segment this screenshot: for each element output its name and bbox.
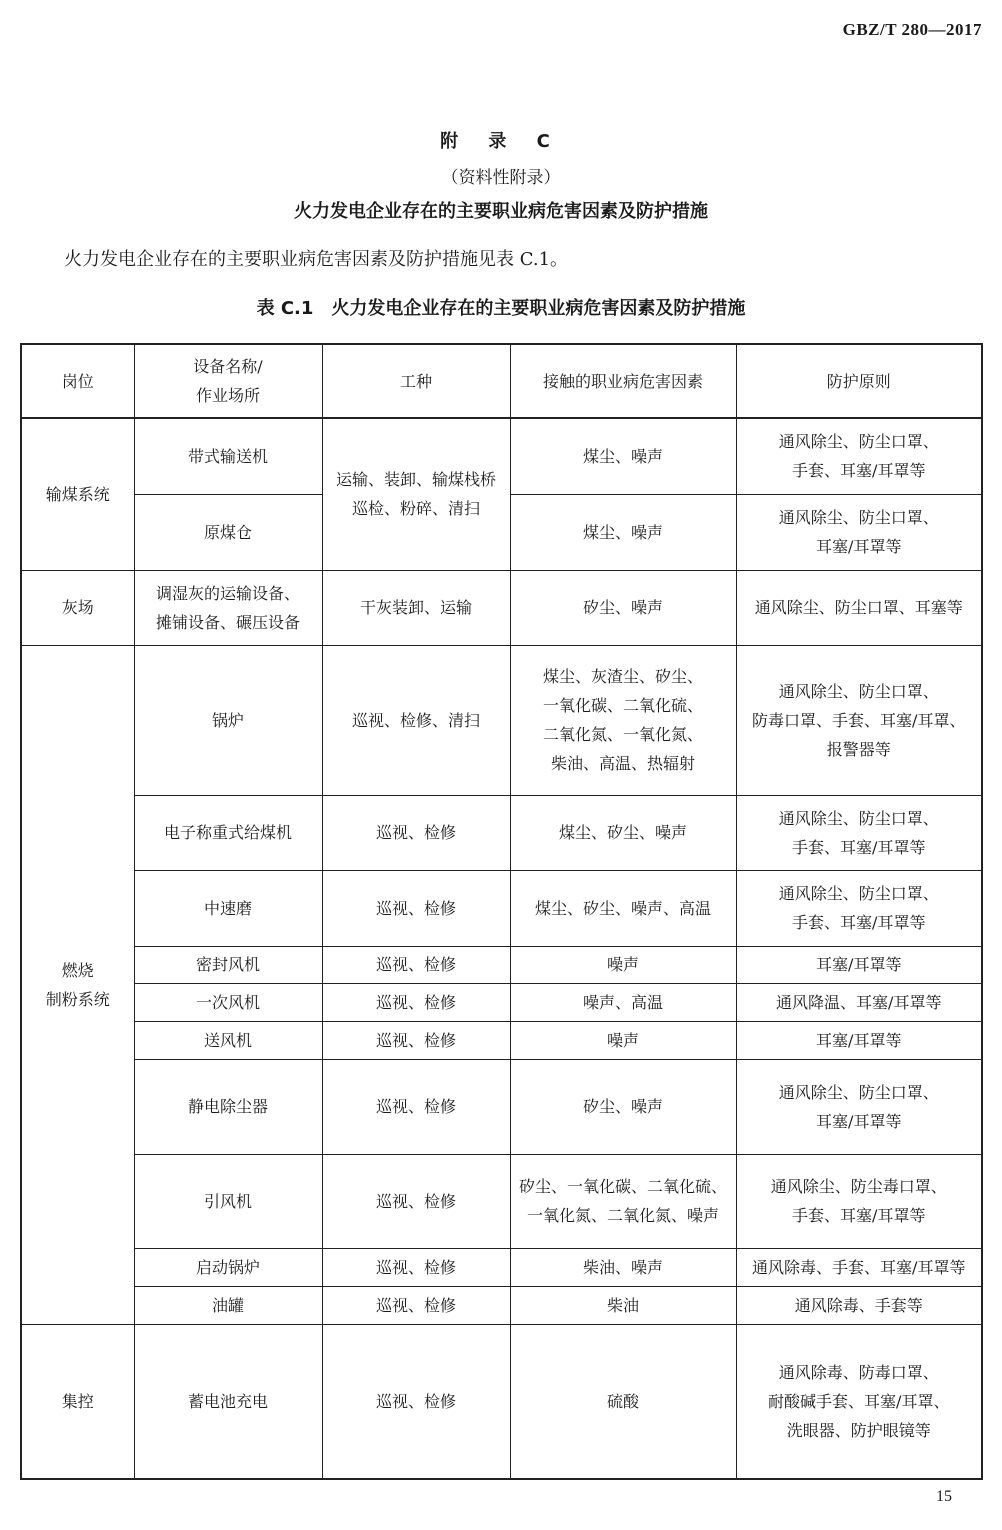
table-row [21, 1286, 982, 1324]
equipment-cell [134, 570, 322, 645]
protection-line: 通风除尘、防尘口罩、 [778, 508, 939, 527]
protection-cell [736, 1059, 982, 1154]
protection-cell [736, 494, 982, 570]
equipment-line: 摊铺设备、碾压设备 [155, 612, 300, 632]
worker-cell: 干灰装卸、运输 [322, 570, 510, 645]
protection-cell [736, 418, 982, 494]
hazards-cell: 矽尘、噪声 [510, 1059, 736, 1154]
hazards-cell: 煤尘、矽尘、噪声、高温 [510, 870, 736, 946]
protection-line: 通风除尘、防尘口罩、 [778, 1082, 939, 1102]
header-post: 岗位 [21, 344, 134, 418]
protection-line: 报警器等 [826, 739, 891, 759]
worker-line: 巡检、粉碎、清扫 [351, 499, 480, 519]
protection-cell: 通风除尘、防尘口罩、耳塞等 [736, 570, 982, 645]
protection-line: 通风除尘、防尘毒口罩、 [770, 1177, 947, 1196]
post-cell: 输煤系统 [21, 418, 134, 570]
equipment-cell: 引风机 [134, 1154, 322, 1248]
worker-cell: 巡视、检修 [322, 1324, 510, 1479]
appendix-subtitle: （资料性附录） [441, 168, 561, 188]
hazards-cell: 煤尘、矽尘、噪声 [510, 795, 736, 870]
hazards-cell: 噪声、高温 [510, 983, 736, 1021]
header-protection: 防护原则 [736, 344, 982, 418]
protection-line: 耳塞/耳罩等 [816, 1111, 902, 1131]
equipment-cell: 静电除尘器 [134, 1059, 322, 1154]
table-row [21, 795, 982, 870]
hazards-line: 一氧化碳、二氧化硫、 [542, 696, 703, 715]
protection-line: 防毒口罩、手套、耳塞/耳罩、 [752, 710, 966, 730]
intro-paragraph: 火力发电企业存在的主要职业病危害因素及防护措施见表 C.1。 [64, 249, 569, 270]
post-cell [21, 645, 134, 1324]
worker-cell: 巡视、检修 [322, 1059, 510, 1154]
worker-cell: 巡视、检修、清扫 [322, 645, 510, 795]
table-row [21, 983, 982, 1021]
equipment-cell: 一次风机 [134, 983, 322, 1021]
worker-cell [322, 418, 510, 570]
equipment-cell: 密封风机 [134, 946, 322, 983]
equipment-cell: 中速磨 [134, 870, 322, 946]
table-row [21, 418, 982, 494]
protection-line: 通风除毒、防毒口罩、 [778, 1362, 939, 1382]
hazard-table [20, 343, 983, 1480]
post-line: 制粉系统 [45, 989, 110, 1009]
worker-cell: 巡视、检修 [322, 1154, 510, 1248]
appendix-heading: 火力发电企业存在的主要职业病危害因素及防护措施 [294, 201, 708, 222]
table-row [21, 1324, 982, 1479]
hazards-cell: 柴油 [510, 1286, 736, 1324]
protection-cell: 耳塞/耳罩等 [736, 1021, 982, 1059]
protection-line: 通风除尘、防尘口罩、 [778, 432, 939, 452]
table-row [21, 645, 982, 795]
table-row [21, 1248, 982, 1286]
equipment-cell: 蓄电池充电 [134, 1324, 322, 1479]
equipment-cell: 送风机 [134, 1021, 322, 1059]
worker-cell: 巡视、检修 [322, 946, 510, 983]
protection-line: 手套、耳塞/耳罩等 [792, 461, 926, 481]
equipment-cell: 油罐 [134, 1286, 322, 1324]
hazards-line: 矽尘、一氧化碳、二氧化硫、 [518, 1177, 727, 1196]
hazards-cell: 噪声 [510, 1021, 736, 1059]
protection-cell [736, 870, 982, 946]
post-line: 燃烧 [61, 960, 94, 980]
protection-line: 手套、耳塞/耳罩等 [792, 913, 926, 932]
protection-cell: 通风降温、耳塞/耳罩等 [736, 983, 982, 1021]
post-cell: 灰场 [21, 570, 134, 645]
equipment-line: 调湿灰的运输设备、 [155, 583, 300, 603]
protection-cell: 通风除毒、手套、耳塞/耳罩等 [736, 1248, 982, 1286]
table-row [21, 1154, 982, 1248]
hazards-cell [510, 1154, 736, 1248]
equipment-cell: 带式输送机 [134, 418, 322, 494]
equipment-cell: 电子称重式给煤机 [134, 795, 322, 870]
table-caption: 表 C.1 火力发电企业存在的主要职业病危害因素及防护措施 [256, 298, 746, 319]
post-cell: 集控 [21, 1324, 134, 1479]
header-equipment [134, 344, 322, 418]
table-row [21, 1059, 982, 1154]
hazards-cell: 硫酸 [510, 1324, 736, 1479]
protection-cell [736, 645, 982, 795]
page-number: 15 [936, 1488, 952, 1505]
equipment-cell: 启动锅炉 [134, 1248, 322, 1286]
hazards-cell: 煤尘、噪声 [510, 418, 736, 494]
protection-cell [736, 795, 982, 870]
worker-cell: 巡视、检修 [322, 870, 510, 946]
table-row [21, 946, 982, 983]
hazards-cell: 噪声 [510, 946, 736, 983]
protection-line: 洗眼器、防护眼镜等 [786, 1420, 931, 1440]
table-row [21, 1021, 982, 1059]
protection-cell [736, 1154, 982, 1248]
table-row [21, 870, 982, 946]
protection-line: 通风除尘、防尘口罩、 [778, 808, 939, 828]
protection-cell [736, 1324, 982, 1479]
hazards-cell [510, 645, 736, 795]
protection-cell: 耳塞/耳罩等 [736, 946, 982, 983]
hazards-cell: 煤尘、噪声 [510, 494, 736, 570]
hazards-line: 一氧化氮、二氧化氮、噪声 [526, 1206, 719, 1225]
header-equipment-line1: 设备名称/ [193, 357, 263, 376]
table-header-row [21, 344, 982, 418]
hazards-cell: 矽尘、噪声 [510, 570, 736, 645]
worker-cell: 巡视、检修 [322, 1248, 510, 1286]
hazards-line: 煤尘、灰渣尘、矽尘、 [542, 667, 703, 686]
equipment-cell: 原煤仓 [134, 494, 322, 570]
worker-cell: 巡视、检修 [322, 983, 510, 1021]
protection-line: 通风除尘、防尘口罩、 [778, 884, 939, 903]
worker-cell: 巡视、检修 [322, 1021, 510, 1059]
hazards-line: 柴油、高温、热辐射 [550, 754, 695, 773]
equipment-cell: 锅炉 [134, 645, 322, 795]
protection-line: 手套、耳塞/耳罩等 [792, 1206, 926, 1225]
appendix-title: 附 录 C [440, 131, 562, 152]
worker-line: 运输、装卸、输煤栈桥 [335, 470, 496, 490]
protection-line: 耳塞/耳罩等 [816, 537, 902, 556]
protection-line: 通风除尘、防尘口罩、 [778, 681, 939, 701]
header-hazards: 接触的职业病危害因素 [510, 344, 736, 418]
document-code: GBZ/T 280—2017 [842, 20, 982, 39]
table-row [21, 570, 982, 645]
header-equipment-line2: 作业场所 [195, 386, 260, 405]
protection-line: 手套、耳塞/耳罩等 [792, 837, 926, 857]
protection-cell: 通风除毒、手套等 [736, 1286, 982, 1324]
header-worker: 工种 [322, 344, 510, 418]
hazards-line: 二氧化氮、一氧化氮、 [542, 725, 703, 744]
hazards-cell: 柴油、噪声 [510, 1248, 736, 1286]
worker-cell: 巡视、检修 [322, 795, 510, 870]
protection-line: 耐酸碱手套、耳塞/耳罩、 [768, 1391, 950, 1411]
worker-cell: 巡视、检修 [322, 1286, 510, 1324]
